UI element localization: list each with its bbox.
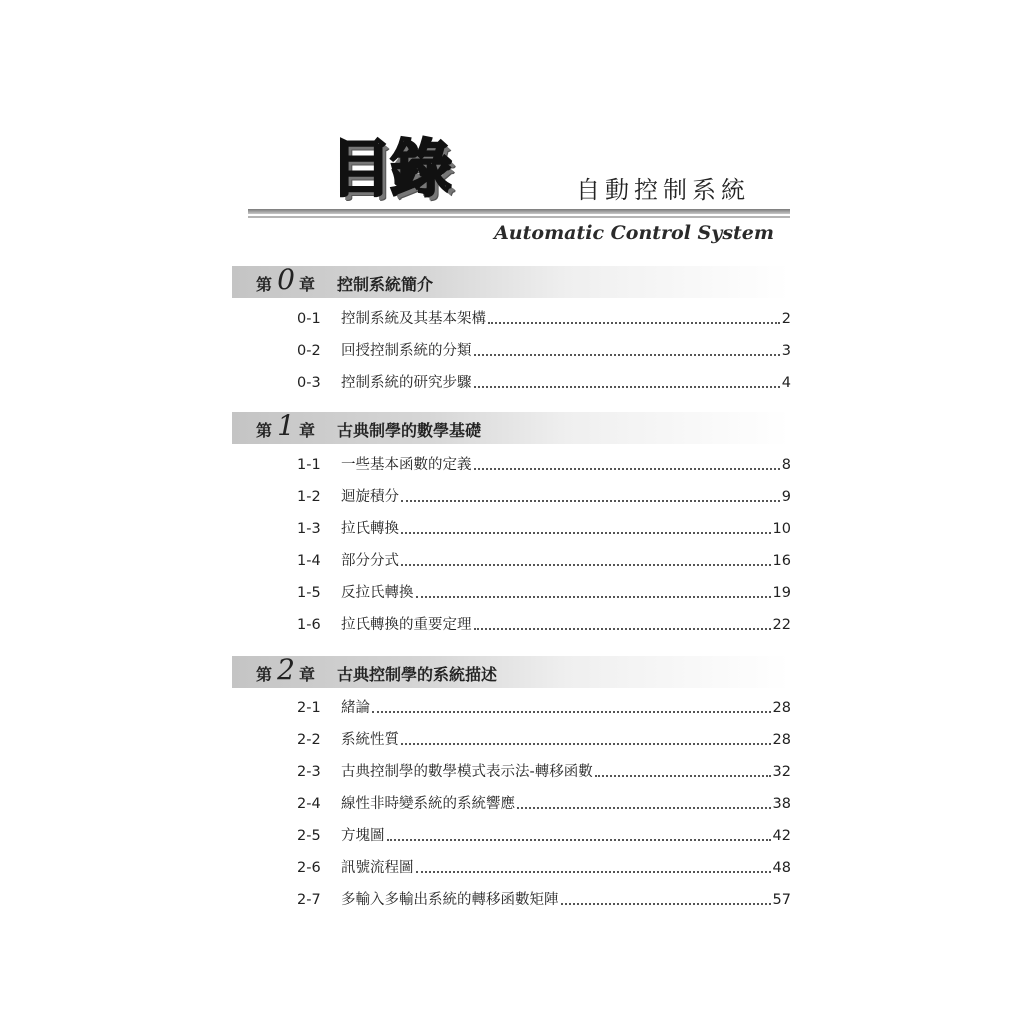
book-title-chinese: 自動控制系統: [576, 176, 750, 204]
toc-entry[interactable]: [297, 518, 791, 540]
book-title-english: Automatic Control System: [494, 222, 774, 244]
toc-logo-title: 目錄: [330, 132, 451, 205]
dot-leader: [474, 468, 780, 470]
dot-leader: [401, 500, 780, 502]
dot-leader: [474, 354, 780, 356]
toc-entry[interactable]: [297, 614, 791, 636]
dot-leader: [474, 628, 771, 630]
toc-entry[interactable]: [297, 486, 791, 508]
dot-leader: [416, 871, 771, 873]
section-title: 拉氏轉換的重要定理: [341, 617, 472, 633]
section-number: 1-4: [297, 553, 321, 569]
section-number: 0-3: [297, 375, 321, 391]
page-number: 28: [772, 732, 791, 748]
section-number: 1-2: [297, 489, 321, 505]
page-number: 57: [772, 892, 791, 908]
section-title: 線性非時變系統的系統響應: [341, 796, 515, 812]
toc-entry[interactable]: [297, 793, 791, 815]
chapter-number: 0: [277, 263, 295, 296]
page-number: 32: [772, 764, 791, 780]
page-number: 22: [772, 617, 791, 633]
chapter-title: 控制系統簡介: [337, 275, 434, 294]
section-title: 古典控制學的數學模式表示法-轉移函數: [341, 764, 593, 780]
dot-leader: [517, 807, 771, 809]
toc-entry[interactable]: [297, 550, 791, 572]
toc-entry[interactable]: [297, 582, 791, 604]
page-number: 8: [781, 457, 791, 473]
toc-entry[interactable]: [297, 697, 791, 719]
section-title: 反拉氏轉換: [341, 585, 414, 601]
section-number: 2-6: [297, 860, 321, 876]
page-number: 28: [772, 700, 791, 716]
chapter-number: 1: [277, 409, 295, 442]
toc-entry[interactable]: [297, 729, 791, 751]
header-rule-thin: [248, 216, 790, 218]
section-number: 1-6: [297, 617, 321, 633]
dot-leader: [561, 903, 771, 905]
toc-entry[interactable]: [297, 825, 791, 847]
section-title: 控制系統的研究步驟: [341, 375, 472, 391]
page-number: 16: [772, 553, 791, 569]
toc-entry[interactable]: [297, 857, 791, 879]
section-number: 2-5: [297, 828, 321, 844]
chapter-prefix: 第: [256, 665, 273, 684]
toc-entry[interactable]: [297, 308, 791, 330]
toc-entry[interactable]: [297, 889, 791, 911]
section-title: 迴旋積分: [341, 489, 399, 505]
page-number: 2: [781, 311, 791, 327]
section-number: 1-3: [297, 521, 321, 537]
page-number: 10: [772, 521, 791, 537]
chapter-heading-1: [232, 409, 790, 444]
section-title: 部分分式: [341, 553, 399, 569]
chapter-prefix: 第: [256, 421, 273, 440]
toc-entry[interactable]: [297, 340, 791, 362]
section-title: 方塊圖: [341, 828, 385, 844]
section-number: 2-2: [297, 732, 321, 748]
chapter-heading-0: [232, 263, 790, 298]
section-title: 一些基本函數的定義: [341, 457, 472, 473]
section-number: 2-3: [297, 764, 321, 780]
section-number: 1-5: [297, 585, 321, 601]
chapter-suffix: 章: [299, 421, 316, 440]
toc-entry[interactable]: [297, 372, 791, 394]
chapter-number: 2: [277, 653, 295, 686]
dot-leader: [401, 532, 771, 534]
section-number: 2-4: [297, 796, 321, 812]
chapter-suffix: 章: [299, 665, 316, 684]
section-number: 2-1: [297, 700, 321, 716]
page-number: 38: [772, 796, 791, 812]
chapter-title: 古典制學的數學基礎: [337, 421, 482, 440]
dot-leader: [595, 775, 771, 777]
chapter-suffix: 章: [299, 275, 316, 294]
section-title: 控制系統及其基本架構: [341, 311, 486, 327]
page-number: 3: [781, 343, 791, 359]
page-number: 19: [772, 585, 791, 601]
chapter-prefix: 第: [256, 275, 273, 294]
dot-leader: [488, 322, 780, 324]
page-number: 9: [781, 489, 791, 505]
section-title: 回授控制系統的分類: [341, 343, 472, 359]
dot-leader: [372, 711, 771, 713]
section-number: 1-1: [297, 457, 321, 473]
section-title: 多輸入多輸出系統的轉移函數矩陣: [341, 892, 559, 908]
chapter-title: 古典控制學的系統描述: [337, 665, 498, 684]
section-number: 0-1: [297, 311, 321, 327]
toc-entry[interactable]: [297, 454, 791, 476]
dot-leader: [401, 564, 771, 566]
header-rule: [248, 209, 790, 214]
section-title: 訊號流程圖: [341, 860, 414, 876]
toc-entry[interactable]: [297, 761, 791, 783]
section-title: 拉氏轉換: [341, 521, 399, 537]
dot-leader: [416, 596, 771, 598]
page-number: 48: [772, 860, 791, 876]
section-title: 緒論: [341, 700, 370, 716]
dot-leader: [474, 386, 780, 388]
page-number: 4: [781, 375, 791, 391]
dot-leader: [401, 743, 771, 745]
chapter-heading-2: [232, 653, 790, 688]
section-number: 0-2: [297, 343, 321, 359]
section-number: 2-7: [297, 892, 321, 908]
section-title: 系統性質: [341, 732, 399, 748]
dot-leader: [387, 839, 771, 841]
page-number: 42: [772, 828, 791, 844]
